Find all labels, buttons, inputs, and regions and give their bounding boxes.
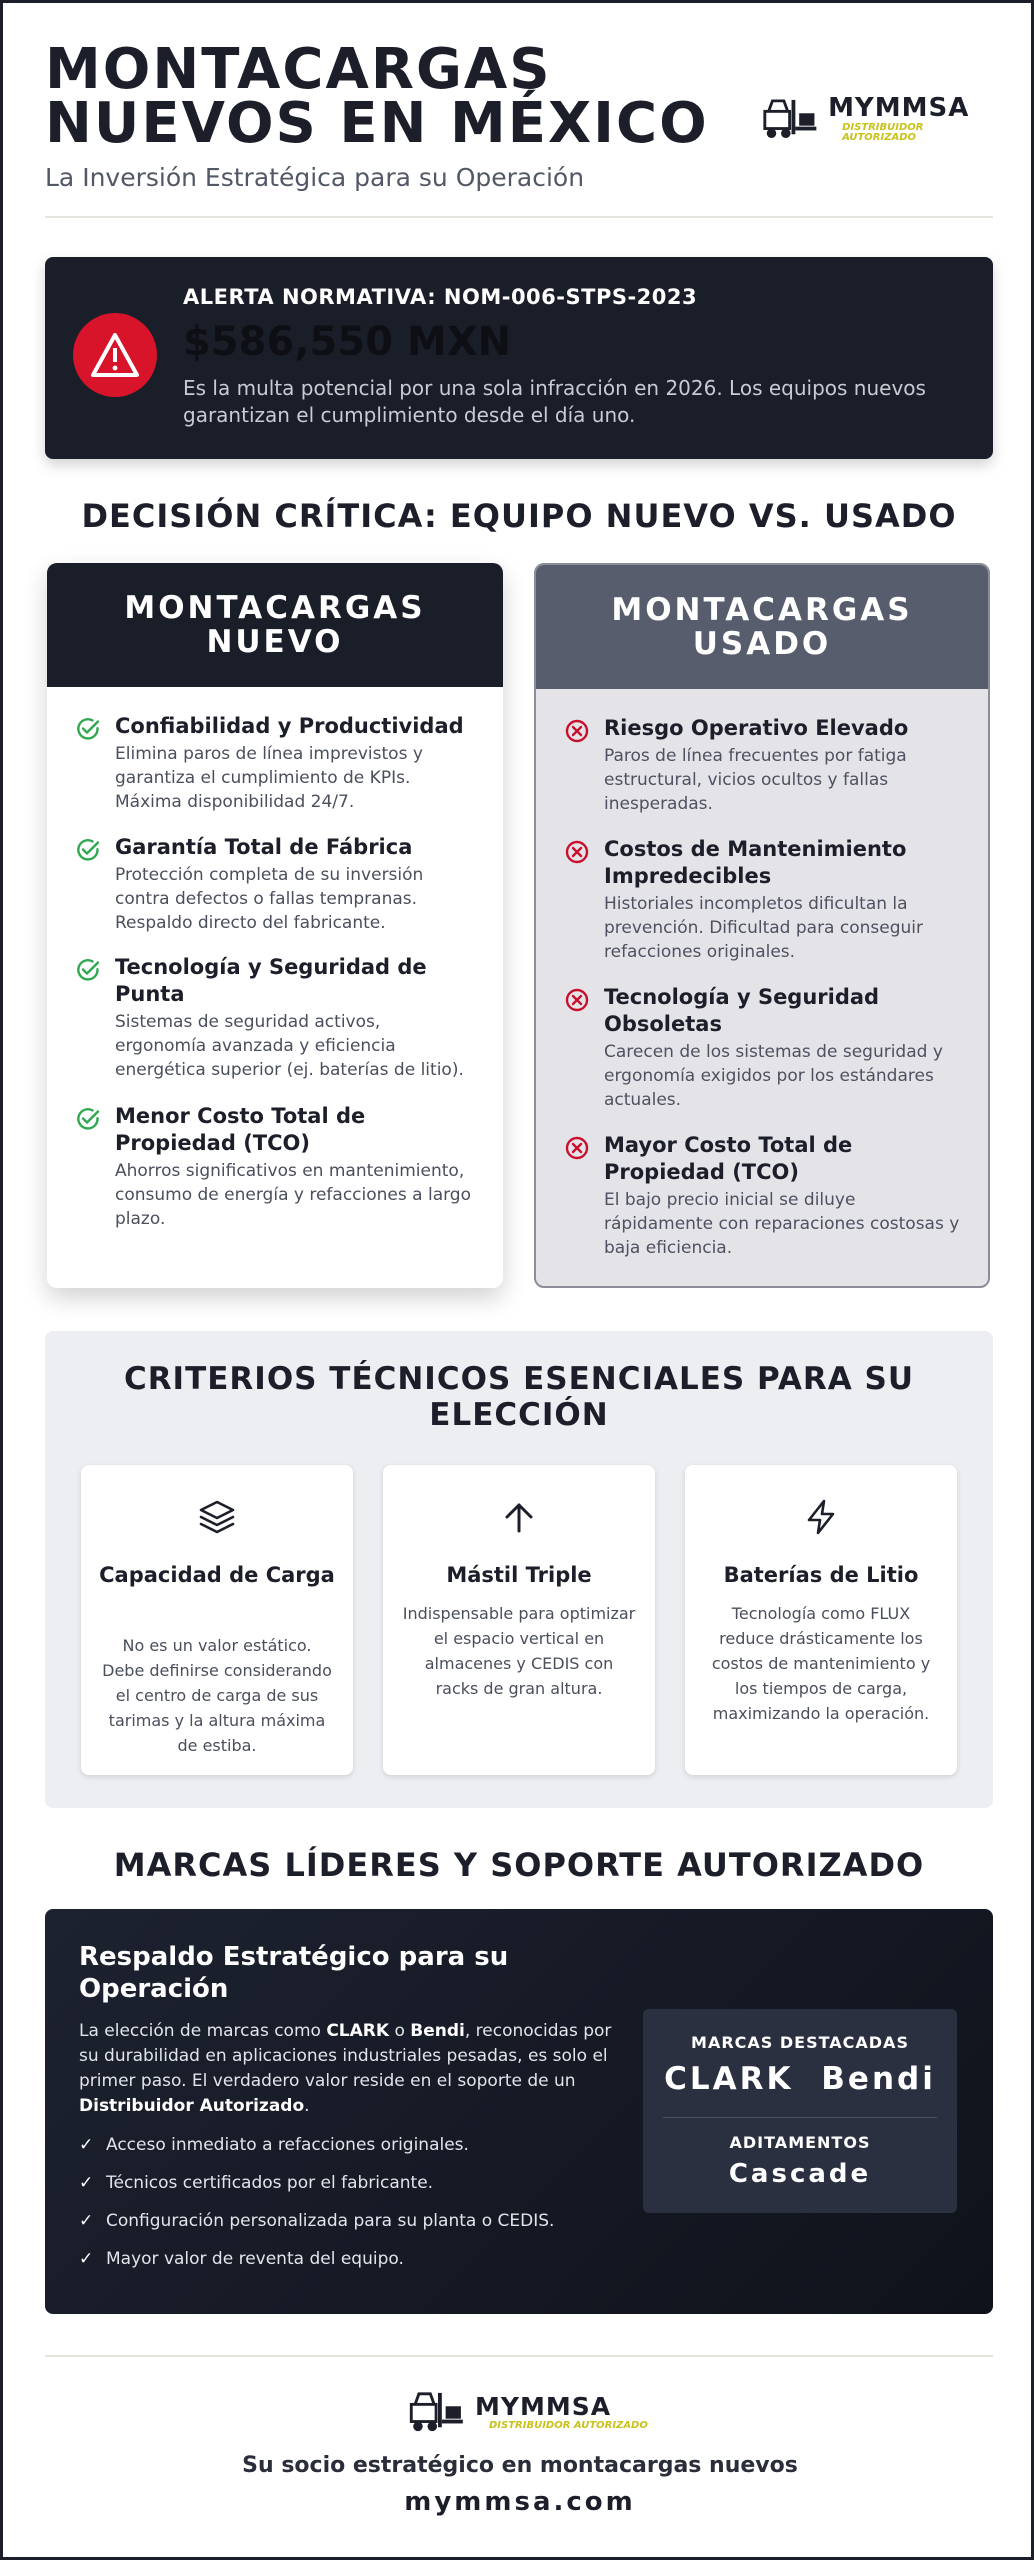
list-item <box>79 2248 619 2286</box>
footer-logo <box>407 2391 648 2433</box>
used-risk-item <box>564 715 964 816</box>
benefit-text: Configuración personalizada para su planta o CEDIS. <box>106 2211 555 2231</box>
used-card-title-line-2: USADO <box>692 626 832 662</box>
new-feature-title: Tecnología y Seguridad de Punta <box>115 955 427 1006</box>
brands-intro-text: o <box>389 2021 411 2041</box>
used-card-header <box>536 565 988 689</box>
benefit-text: Mayor valor de reventa del equipo. <box>106 2249 404 2269</box>
comparison-title: DECISIÓN CRÍTICA: EQUIPO NUEVO VS. USADO <box>81 497 957 535</box>
x-circle-icon <box>564 839 590 865</box>
header-logo-tagline: DISTRIBUIDOR AUTORIZADO <box>842 122 924 143</box>
brands-intro <box>79 2019 619 2119</box>
attachments-brand: Cascade <box>728 2159 872 2189</box>
brands-panel-title: Respaldo Estratégico para su Operación <box>79 1942 509 2004</box>
used-risk-text: El bajo precio inicial se diluye rápidamente con reparaciones costosas y baja eficiencia. <box>604 1190 960 1258</box>
warning-icon <box>73 313 157 397</box>
used-forklift-card <box>534 563 990 1288</box>
x-circle-icon <box>564 718 590 744</box>
alert-fine-amount: $586,550 MXN <box>183 319 512 365</box>
featured-brands-names: CLARK Bendi <box>664 2061 936 2097</box>
new-feature-item <box>75 713 475 814</box>
brand-bendi-inline: Bendi <box>410 2021 465 2041</box>
used-risk-title: Mayor Costo Total de Propiedad (TCO) <box>604 1133 853 1184</box>
header-logo <box>761 95 993 143</box>
criteria-title-line-1: CRITERIOS TÉCNICOS ESENCIALES PARA SU <box>123 1361 915 1397</box>
list-item <box>79 2134 619 2172</box>
footer-divider <box>45 2355 993 2357</box>
x-circle-icon <box>564 1135 590 1161</box>
new-feature-title: Menor Costo Total de Propiedad (TCO) <box>115 1104 366 1155</box>
new-feature-item <box>75 954 475 1082</box>
alert-kicker: ALERTA NORMATIVA: NOM-006-STPS-2023 <box>183 285 698 309</box>
header <box>45 37 993 218</box>
benefit-text: Técnicos certificados por el fabricante. <box>106 2173 434 2193</box>
page-title-line-1: MONTACARGAS <box>45 37 552 102</box>
benefit-text: Acceso inmediato a refacciones originales. <box>106 2135 469 2155</box>
brands-panel <box>45 1909 993 2314</box>
lightning-icon <box>801 1497 841 1537</box>
check-circle-icon <box>75 716 101 742</box>
used-risk-item <box>564 836 964 964</box>
criteria-card-lithium <box>685 1465 957 1775</box>
footer-tagline: Su socio estratégico en montacargas nuevos <box>242 2453 798 2478</box>
checkmark-icon: ✓ <box>79 2211 94 2231</box>
regulatory-alert <box>45 257 993 459</box>
layers-icon <box>197 1497 237 1537</box>
forklift-icon <box>761 97 822 141</box>
new-feature-text: Sistemas de seguridad activos, ergonomía avanzada y eficiencia energética superior (ej. baterías de litio). <box>115 1012 464 1080</box>
used-risk-title: Riesgo Operativo Elevado <box>604 716 909 740</box>
brands-intro-text: La elección de marcas como <box>79 2021 327 2041</box>
used-risk-text: Carecen de los sistemas de seguridad y ergonomía exigidos por los estándares actuales. <box>604 1042 943 1110</box>
new-card-title-line-1: MONTACARGAS <box>124 590 426 626</box>
arrow-up-icon <box>499 1497 539 1537</box>
list-item <box>79 2172 619 2210</box>
attachments-label: ADITAMENTOS <box>729 2133 871 2152</box>
checkmark-icon: ✓ <box>79 2135 94 2155</box>
technical-criteria-section <box>45 1331 993 1808</box>
criteria-text: No es un valor estático. Debe definirse considerando el centro de carga de sus tarimas y la altura máxima de estiba. <box>102 1636 332 1755</box>
new-feature-item <box>75 834 475 935</box>
used-risk-item <box>564 1132 964 1260</box>
new-feature-text: Elimina paros de línea imprevistos y garantiza el cumplimiento de KPIs. Máxima disponibilidad 24/7. <box>115 744 423 812</box>
authorized-distributor-inline: Distribuidor Autorizado <box>79 2096 305 2116</box>
used-risk-text: Paros de línea frecuentes por fatiga estructural, vicios ocultos y fallas inesperadas. <box>604 746 907 814</box>
brands-intro-text: , reconocidas por su durabilidad en aplicaciones industriales pesadas, es solo el primer paso. El verdadero valor reside en el soporte de un <box>79 2021 612 2091</box>
new-card-title-line-2: NUEVO <box>206 624 344 660</box>
brand-clark-inline: CLARK <box>326 2021 390 2041</box>
brands-intro-text: . <box>304 2096 310 2116</box>
used-risk-text: Historiales incompletos dificultan la prevención. Dificultad para conseguir refacciones originales. <box>604 894 923 962</box>
criteria-title-line-2: ELECCIÓN <box>429 1397 609 1433</box>
criteria-text: Tecnología como FLUX reduce drásticamente los costos de mantenimiento y los tiempos de carga, maximizando la operación. <box>711 1604 931 1723</box>
page-title-line-2: NUEVOS EN MÉXICO <box>45 91 709 156</box>
list-item <box>79 2210 619 2248</box>
alert-description: Es la multa potencial por una sola infracción en 2026. Los equipos nuevos garantizan el cumplimiento desde el día uno. <box>183 376 926 427</box>
footer-logo-wordmark: MYMMSA <box>475 2391 612 2421</box>
x-circle-icon <box>564 987 590 1013</box>
page-subtitle: La Inversión Estratégica para su Operación <box>45 163 585 192</box>
benefits-list <box>79 2134 619 2286</box>
criteria-name: Mástil Triple <box>446 1563 592 1587</box>
footer-logo-tagline: DISTRIBUIDOR AUTORIZADO <box>489 2419 648 2431</box>
new-feature-text: Protección completa de su inversión contra defectos o fallas tempranas. Respaldo directo del fabricante. <box>115 865 424 933</box>
new-feature-title: Confiabilidad y Productividad <box>115 714 464 738</box>
check-circle-icon <box>75 837 101 863</box>
criteria-name: Baterías de Litio <box>723 1563 919 1587</box>
featured-brands-label: MARCAS DESTACADAS <box>691 2033 909 2052</box>
divider <box>663 2117 937 2118</box>
used-risk-title: Costos de Mantenimiento Impredecibles <box>604 837 907 888</box>
new-card-header <box>47 563 503 687</box>
new-feature-text: Ahorros significativos en mantenimiento, consumo de energía y refacciones a largo plazo. <box>115 1161 471 1229</box>
website-link[interactable]: mymmsa.com <box>404 2487 636 2517</box>
new-feature-item <box>75 1103 475 1231</box>
used-risk-item <box>564 984 964 1112</box>
featured-brands-box <box>643 2009 957 2213</box>
new-forklift-card <box>47 563 503 1288</box>
brands-section-title: MARCAS LÍDERES Y SOPORTE AUTORIZADO <box>113 1846 925 1884</box>
criteria-name: Capacidad de Carga <box>99 1563 335 1587</box>
criteria-card-mast <box>383 1465 655 1775</box>
forklift-icon <box>407 2391 469 2433</box>
used-card-title-line-1: MONTACARGAS <box>611 592 913 628</box>
header-logo-wordmark: MYMMSA <box>828 93 970 123</box>
new-feature-title: Garantía Total de Fábrica <box>115 835 413 859</box>
criteria-card-capacity <box>81 1465 353 1775</box>
checkmark-icon: ✓ <box>79 2249 94 2269</box>
checkmark-icon: ✓ <box>79 2173 94 2193</box>
used-risk-title: Tecnología y Seguridad Obsoletas <box>604 985 880 1036</box>
check-circle-icon <box>75 1106 101 1132</box>
criteria-text: Indispensable para optimizar el espacio vertical en almacenes y CEDIS con racks de gran altura. <box>402 1604 636 1698</box>
check-circle-icon <box>75 957 101 983</box>
criteria-title <box>45 1361 993 1433</box>
